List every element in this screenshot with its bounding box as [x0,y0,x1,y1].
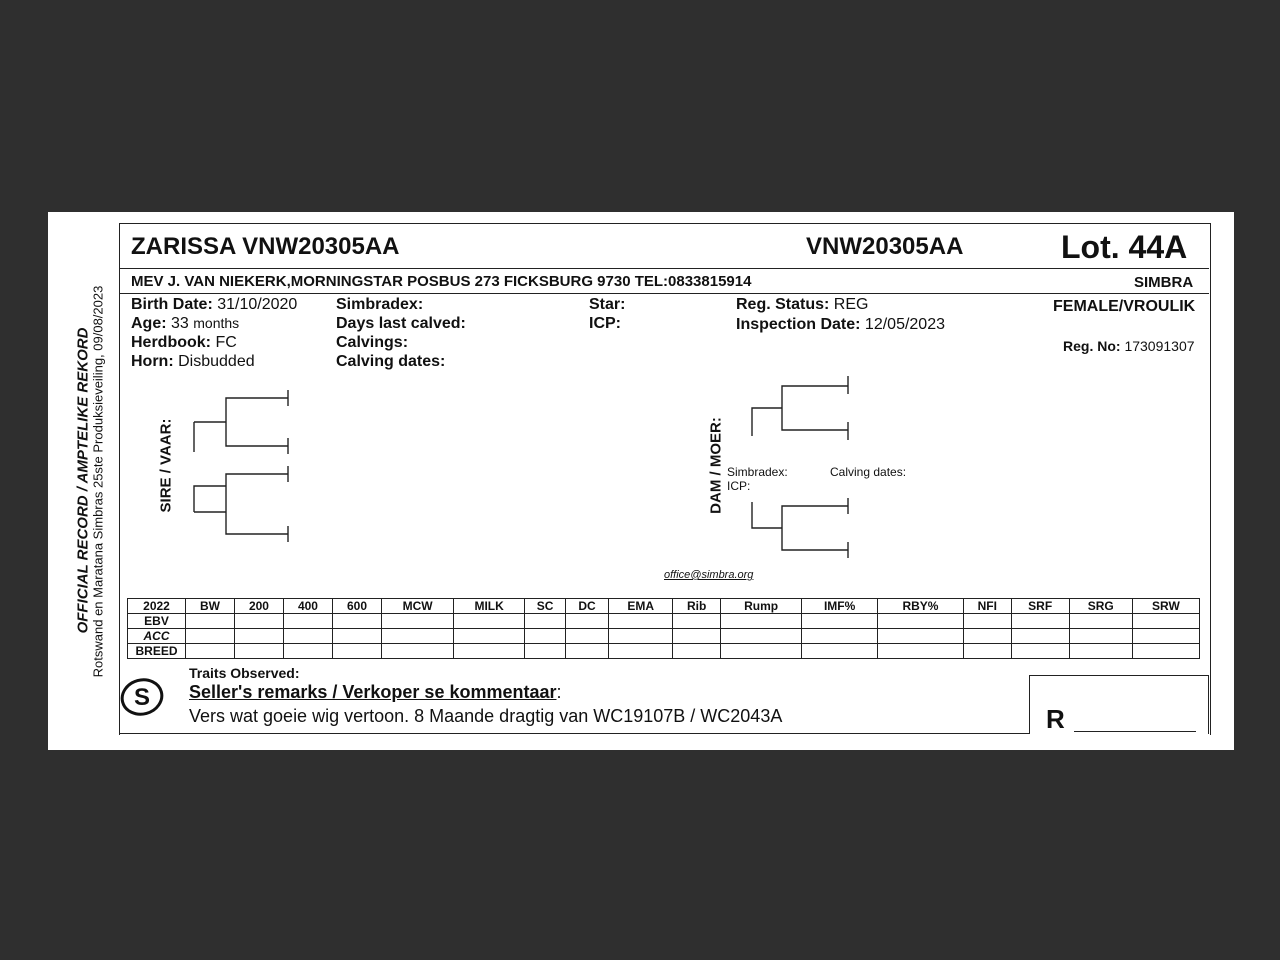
official-record-label: OFFICIAL RECORD / AMPTELIKE REKORD [74,327,92,634]
icp-label: ICP: [589,315,621,332]
days-last-calved-label: Days last calved: [336,315,466,332]
owner-divider [120,293,1209,294]
logo-letter: S [133,684,151,711]
sire-lower-bracket [194,466,288,542]
reg-no-row [1063,338,1195,354]
seller-remarks-text: Vers wat goeie wig vertoon. 8 Maande dragtig van WC19107B / WC2043A [189,706,783,726]
age-row [131,315,239,333]
seller-remarks-heading [189,682,562,703]
ebv-col-header: SRW [1132,599,1199,614]
age-value: 33 [171,315,189,332]
inspection-date-value: 12/05/2023 [864,316,945,333]
calvings-label: Calvings: [336,334,409,351]
ebv-col-header: MILK [454,599,525,614]
owner-line: MEV J. VAN NIEKERK,MORNINGSTAR POSBUS 273 FICKSBURG 9730 TEL:0833815914 [131,273,752,290]
ebv-table [127,598,1200,659]
sire-label: SIRE / VAAR: [157,418,175,513]
reg-status-label: Reg. Status: [736,296,830,313]
r-box-left [1029,675,1030,734]
ebv-col-header: Rump [720,599,802,614]
dam-label: DAM / MOER: [707,417,725,514]
seller-remarks-title: Seller's remarks / Verkoper se kommentaar [189,682,557,702]
birth-date-label: Birth Date: [131,296,213,313]
dam-icp-label: ICP: [727,479,751,493]
ebv-year-cell: 2022 [128,599,186,614]
ebv-col-header: SRG [1069,599,1132,614]
reg-status-value: REG [833,296,869,313]
dam-lower-bracket [752,498,848,558]
dam-calving-dates-label: Calving dates: [830,465,907,479]
price-line[interactable] [1074,731,1196,732]
animal-id: VNW20305AA [806,233,964,260]
sire-upper-bracket [194,390,288,454]
breed-row-label: BREED [128,644,186,659]
simbra-logo [120,674,164,718]
email-link[interactable]: office@simbra.org [664,569,754,581]
ebv-col-header: EMA [608,599,673,614]
ebv-col-header: SRF [1011,599,1069,614]
breed-label: SIMBRA [1134,274,1194,291]
ebv-col-header: IMF% [802,599,877,614]
age-unit: months [193,315,240,331]
seller-remarks-colon: : [556,682,562,702]
ebv-col-header: Rib [673,599,720,614]
birth-date-row [131,296,297,314]
acc-row [128,629,1200,644]
ebv-col-header: NFI [964,599,1011,614]
reg-no-label: Reg. No: [1063,338,1121,354]
dam-simbradex-label: Simbradex: [727,465,788,479]
horn-row [131,353,255,371]
ebv-col-header: 400 [283,599,332,614]
horn-label: Horn: [131,353,174,370]
ebv-col-header: SC [524,599,565,614]
price-r-label: R [1046,704,1065,734]
herdbook-label: Herdbook: [131,334,211,351]
birth-date-value: 31/10/2020 [217,296,298,313]
header-divider [120,268,1209,269]
calving-dates-label: Calving dates: [336,353,446,370]
ebv-col-header: RBY% [877,599,963,614]
r-box-right [1208,675,1209,734]
breed-row [128,644,1200,659]
acc-row-label: ACC [128,629,186,644]
r-box-top [1029,675,1209,676]
reg-no-value: 173091307 [1124,338,1195,354]
ebv-col-header: 200 [234,599,283,614]
sire-pedigree-tree [188,384,298,554]
horn-value: Disbudded [178,353,255,370]
herdbook-row [131,334,237,352]
sex-label: FEMALE/VROULIK [1053,298,1196,315]
lot-number: Lot. 44A [1061,229,1188,265]
inspection-date-label: Inspection Date: [736,316,861,333]
animal-name: ZARISSA VNW20305AA [131,233,400,260]
herdbook-value: FC [215,334,237,351]
dam-upper-bracket [752,376,848,440]
star-label: Star: [589,296,626,313]
ebv-row [128,614,1200,629]
reg-status-row [736,296,868,314]
ebv-col-header: 600 [332,599,381,614]
simbradex-label: Simbradex: [336,296,424,313]
traits-observed-label: Traits Observed: [189,665,300,681]
ebv-row-label: EBV [128,614,186,629]
inspection-date-row [736,316,945,334]
age-label: Age: [131,315,167,332]
frame-bottom [120,733,1030,734]
ebv-col-header: MCW [382,599,454,614]
ebv-col-header: DC [566,599,609,614]
ebv-header-row [128,599,1200,614]
ebv-col-header: BW [186,599,235,614]
catalogue-card [48,212,1234,750]
auction-event-label: Rotswand en Maratana Simbras 25ste Produksieveiling, 09/08/2023 [90,285,106,678]
